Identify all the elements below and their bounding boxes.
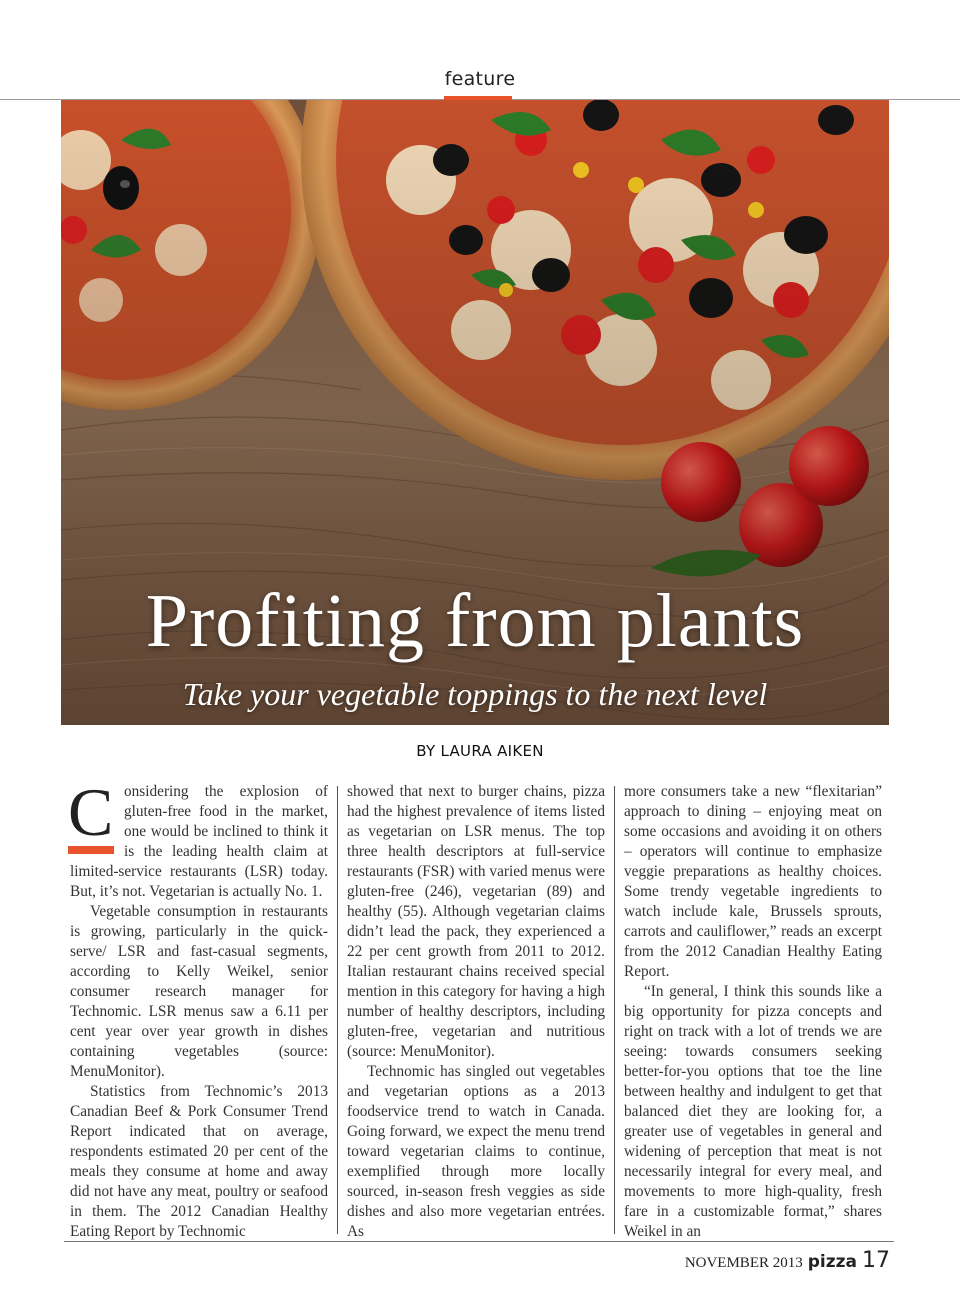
section-label: feature bbox=[444, 68, 516, 90]
paragraph: showed that next to burger chains, pizza had the highest prevalence of items listed as vegetarian on LSR menus. The top three health descriptors at full-service restaurants (FSR) with varied menus were gluten-free (246), vegetarian (89) and healthy (55). Although vegetarian claims didn’t lead the pack, they experienced a 22 per cent growth from 2011 to 2012. Italian restaurant chains received special mention in this category for having a high number of healthy descriptors, including gluten-free, vegetarian and nutritious (source: MenuMonitor). bbox=[347, 783, 605, 1060]
article-column-3 bbox=[624, 782, 882, 1242]
hero-image bbox=[61, 100, 889, 725]
paragraph: Vegetable consumption in restaurants is growing, particularly in the quick-serve/ LSR and fast-casual segments, according to Kelly Weikel, senior consumer research manager for Technomic. LSR menus saw a 6.11 per cent year over year growth in dishes containing vegetables (source: MenuMonitor). bbox=[70, 903, 328, 1080]
page-footer bbox=[685, 1248, 890, 1273]
paragraph: more consumers take a new “flexitarian” approach to dining – enjoying meat on some occasions and avoiding it on others – operators will continue to emphasize veggie preparations as healthy choices. Some trendy vegetable ingredients to watch include kale, Brussels sprouts, carrots and cauliflower,” reads an excerpt from the 2012 Canadian Healthy Eating Report. bbox=[624, 783, 882, 980]
paragraph: Considering the explosion of gluten-free food in the market, one would be inclined to think it is the leading health claim at limited-service restaurants (LSR) today. But, it’s not. Vegetarian is actually No. 1. bbox=[68, 774, 328, 900]
footer-rule bbox=[64, 1241, 894, 1242]
column-divider bbox=[614, 786, 615, 1234]
drop-cap: C bbox=[68, 784, 114, 854]
column-divider bbox=[337, 786, 338, 1234]
magazine-name: pizza bbox=[807, 1252, 857, 1272]
byline: BY LAURA AIKEN bbox=[416, 742, 544, 760]
paragraph: Technomic has singled out vegetables and vegetarian options as a 2013 foodservice trend to watch in Canada. Going forward, we expect the menu trend toward vegetarian claims to continue, exemplified through more locally sourced, in-season fresh veggies as side dishes and also more vegetarian entrées. As bbox=[347, 1063, 605, 1240]
paragraph: Statistics from Technomic’s 2013 Canadian Beef & Pork Consumer Trend Report indicated that on average, respondents estimated 20 per cent of the meals they consume at home and away did not have any meat, poultry or seafood in them. The 2012 Canadian Healthy Eating Report by Technomic bbox=[70, 1083, 328, 1240]
article-title: Profiting from plants bbox=[145, 579, 805, 663]
article-subtitle: Take your vegetable toppings to the next level bbox=[182, 676, 768, 712]
page-number: 17 bbox=[862, 1248, 890, 1273]
article-column-1 bbox=[68, 774, 328, 1242]
article-column-2 bbox=[347, 782, 605, 1242]
paragraph: “In general, I think this sounds like a big opportunity for pizza concepts and right on track with a lot of trends we are seeing: towards consumers seeking better-for-you options that toe the line between healthy and indulgent to get that balanced diet they are looking for, a greater use of vegetables in general and widening of perception that meat is not necessarily integral for every meal, and movements to more high-quality, fresh fare in a customizable format,” shares Weikel in an bbox=[624, 983, 882, 1240]
issue-date: NOVEMBER 2013 bbox=[684, 1255, 803, 1271]
